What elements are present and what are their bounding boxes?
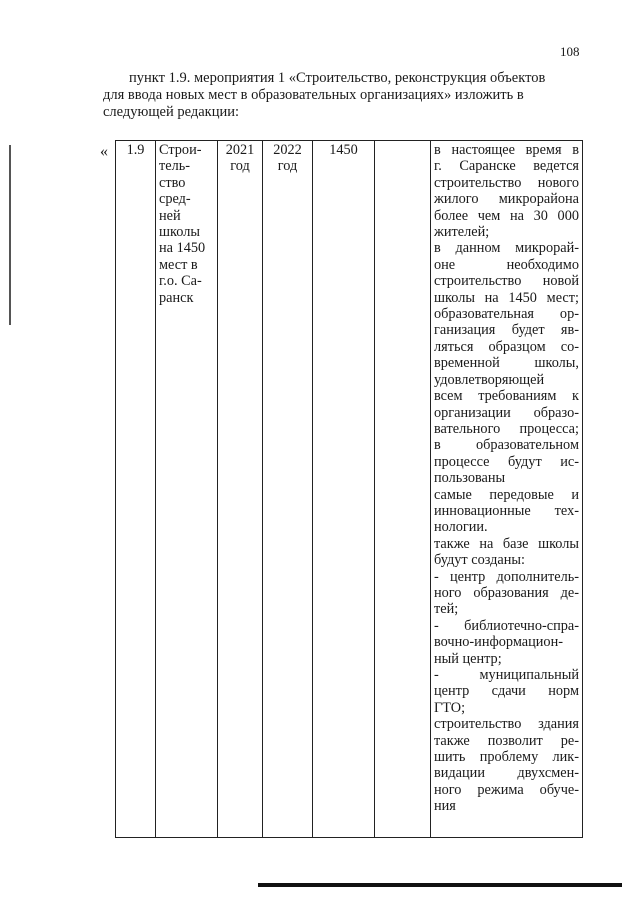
- description-line: жилого микрорайона: [434, 191, 579, 208]
- description-line: оне необходимо: [434, 256, 579, 273]
- start-year: 2021 год: [225, 142, 255, 175]
- capacity-value: 1450: [329, 142, 358, 158]
- description-line: более чем на 30 000: [434, 207, 579, 224]
- description-line: нологии.: [434, 519, 488, 536]
- description-line: организации образо-: [434, 404, 579, 421]
- description-line: - муниципальный: [434, 667, 579, 683]
- description-line: также на базе школы: [434, 535, 579, 552]
- table-row: [116, 141, 583, 838]
- end-year-cell: [263, 141, 313, 838]
- measure-name-cell: [156, 141, 218, 838]
- intro-paragraph: [103, 70, 583, 121]
- description-line: строительство новой: [434, 273, 579, 290]
- measure-table: [115, 140, 583, 838]
- measure-name: Строи- тель- ство сред- ней школы на 1450 мест в г.о. Са- ранск: [159, 142, 206, 306]
- intro-line-3: следующей редакции:: [103, 104, 240, 120]
- description-line: всем требованиям к: [434, 388, 579, 405]
- description-text: [434, 142, 579, 815]
- description-line: видации двухсмен-: [434, 765, 579, 782]
- description-line: пользованы: [434, 470, 506, 487]
- description-line: ный центр;: [434, 650, 502, 667]
- description-line: самые передовые и: [434, 486, 579, 503]
- description-line: - библиотечно-спра-: [434, 617, 579, 634]
- description-cell: [431, 141, 583, 838]
- description-line: ляться образцом со-: [434, 338, 579, 355]
- description-line: образовательная ор-: [434, 306, 579, 323]
- description-line: также позволит ре-: [434, 732, 579, 749]
- empty-cell: [375, 141, 431, 838]
- description-line: ГТО;: [434, 699, 466, 716]
- description-line: вательного процесса;: [434, 420, 579, 437]
- description-line: школы на 1450 мест;: [434, 289, 579, 306]
- description-line: удовлетворяющей: [434, 371, 545, 388]
- description-line: жителей;: [434, 224, 490, 241]
- intro-line-2: для ввода новых мест в образовательных организациях» изложить в: [103, 87, 524, 103]
- description-line: в настоящее время в: [434, 142, 579, 158]
- row-number: 1.9: [126, 142, 145, 158]
- description-line: ния: [434, 798, 456, 815]
- description-line: строительство здания: [434, 716, 579, 733]
- description-line: - центр дополнитель-: [434, 568, 579, 585]
- description-line: процессе будут ис-: [434, 453, 579, 470]
- footer-rule: [258, 883, 622, 887]
- description-line: строительство нового: [434, 174, 579, 191]
- description-line: в образовательном: [434, 437, 579, 454]
- page-number: 108: [560, 44, 580, 59]
- description-line: вочно-информацион-: [434, 634, 563, 651]
- description-line: будут созданы:: [434, 552, 525, 569]
- description-line: г. Саранске ведется: [434, 158, 579, 175]
- description-line: в данном микрорай-: [434, 240, 579, 257]
- intro-line-1: пункт 1.9. мероприятия 1 «Строительство, реконструкция объектов: [129, 70, 546, 86]
- description-line: временной школы,: [434, 355, 579, 372]
- end-year: 2022 год: [273, 142, 302, 175]
- description-line: инновационные тех-: [434, 502, 579, 519]
- description-line: тей;: [434, 601, 459, 618]
- opening-quote-mark: «: [100, 143, 108, 160]
- description-line: ного образования де-: [434, 584, 579, 601]
- start-year-cell: [218, 141, 263, 838]
- row-number-cell: [116, 141, 156, 838]
- description-line: центр сдачи норм: [434, 683, 579, 700]
- description-line: шить проблему лик-: [434, 749, 579, 766]
- scan-edge-mark: [9, 145, 11, 325]
- description-line: ганизация будет яв-: [434, 322, 579, 339]
- description-line: ного режима обуче-: [434, 781, 579, 798]
- capacity-cell: [313, 141, 375, 838]
